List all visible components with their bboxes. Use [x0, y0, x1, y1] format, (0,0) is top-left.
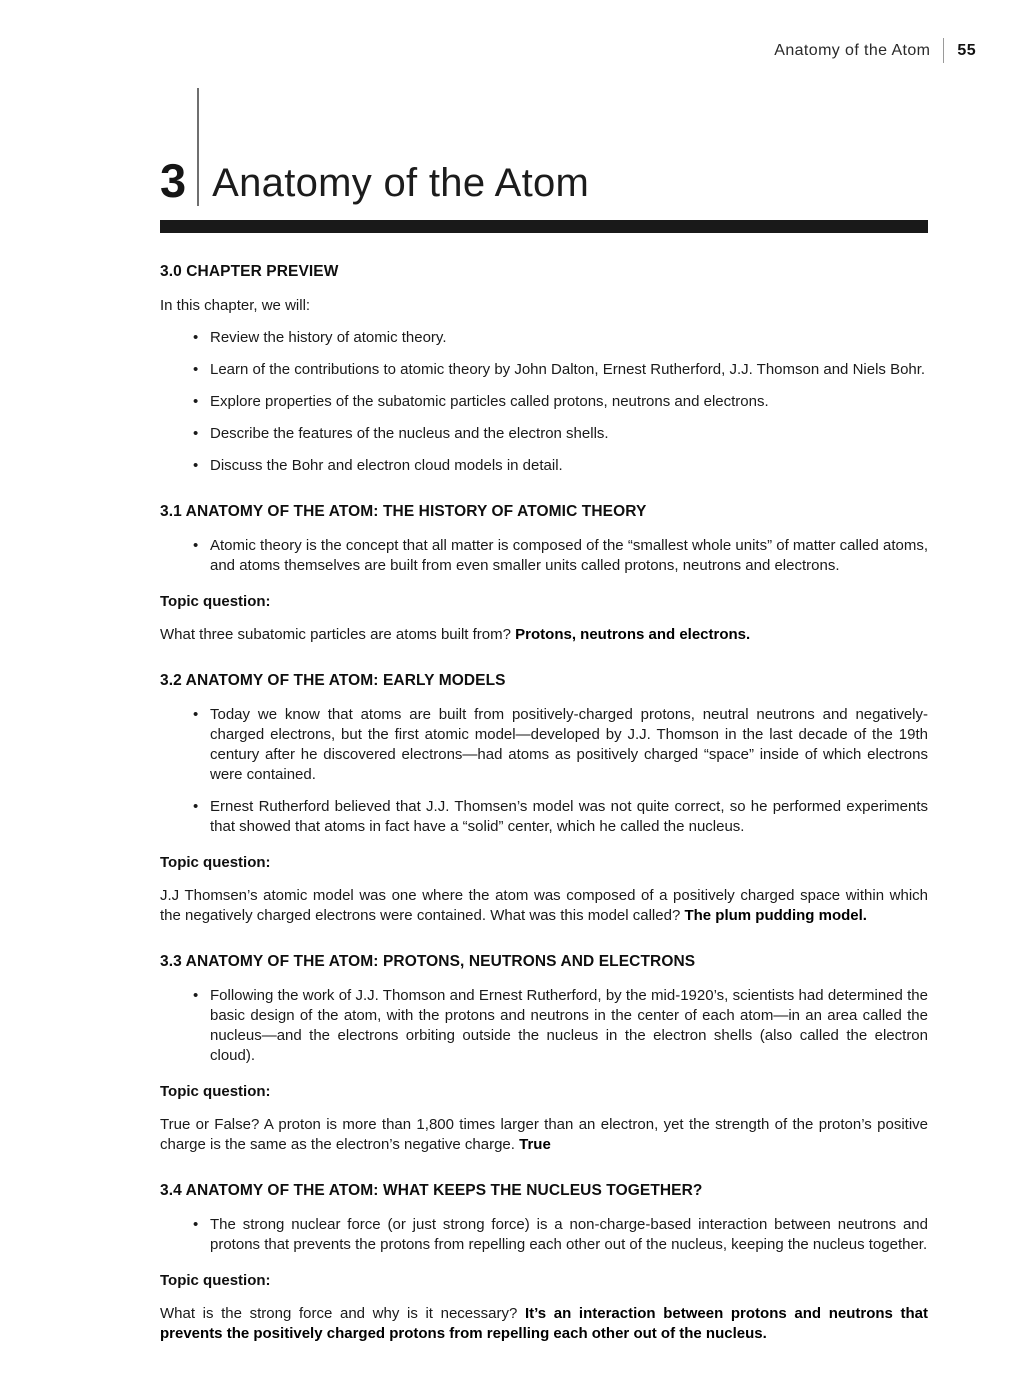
bullet-list: [160, 536, 928, 576]
answer-text: The plum pudding model.: [684, 907, 867, 924]
section-heading: 3.2 ANATOMY OF THE ATOM: EARLY MODELS: [160, 672, 506, 689]
section-intro: In this chapter, we will:: [160, 297, 311, 314]
section: [160, 263, 928, 476]
answer-text: True: [519, 1136, 551, 1153]
bullet-list: [160, 705, 928, 837]
topic-question: [160, 1115, 928, 1155]
answer-text: Protons, neutrons and electrons.: [515, 626, 751, 643]
question-text: What is the strong force and why is it necessary?: [160, 1305, 518, 1322]
bullet-item: • Today we know that atoms are built from positively-charged protons, neutral neutrons and negatively-charged electrons, but the first atomic model—developed by J.J. Thomson in the last decade of the 19th century after he discovered electrons—had atoms as positively charged “space” inside of which electrons were contained.: [160, 705, 928, 785]
bullet-item: • Atomic theory is the concept that all matter is composed of the “smallest whole units” of matter called atoms, and atoms themselves are built from even smaller units called protons, neutrons and electrons.: [160, 536, 928, 576]
page-number: 55: [957, 41, 976, 59]
bullet-list: [160, 328, 928, 476]
topic-question-label: Topic question:: [160, 593, 271, 610]
chapter-number: 3: [160, 154, 187, 207]
section-heading: 3.4 ANATOMY OF THE ATOM: WHAT KEEPS THE NUCLEUS TOGETHER?: [160, 1182, 703, 1199]
header-separator: [943, 38, 944, 63]
running-title: Anatomy of the Atom: [774, 41, 931, 59]
bullet-item: • The strong nuclear force (or just strong force) is a non-charge-based interaction between neutrons and protons that prevents the protons from repelling each other out of the nucleus, keeping the nucleus together.: [160, 1215, 928, 1255]
topic-question: [160, 1304, 928, 1344]
question-text: What three subatomic particles are atoms built from?: [160, 626, 511, 643]
bullet-item: • Ernest Rutherford believed that J.J. Thomsen’s model was not quite correct, so he performed experiments that showed that atoms in fact have a “solid” center, which he called the nucleus.: [160, 797, 928, 837]
section: [160, 1182, 928, 1344]
bullet-item: • Explore properties of the subatomic particles called protons, neutrons and electrons.: [160, 392, 928, 412]
answer-text: It’s an interaction between protons and neutrons that prevents the positively charged protons from repelling each other out of the nucleus.: [160, 1305, 929, 1342]
sections-container: [160, 263, 928, 1344]
question-text: True or False? A proton is more than 1,800 times larger than an electron, yet the strength of the proton’s positive charge is the same as the electron’s negative charge.: [160, 1116, 928, 1153]
topic-question: [160, 886, 928, 926]
section-heading: 3.1 ANATOMY OF THE ATOM: THE HISTORY OF ATOMIC THEORY: [160, 503, 647, 520]
bullet-item: • Describe the features of the nucleus and the electron shells.: [160, 424, 928, 444]
bullet-item: • Learn of the contributions to atomic theory by John Dalton, Ernest Rutherford, J.J. Thomson and Niels Bohr.: [160, 360, 928, 380]
title-rule: [160, 220, 928, 233]
section-heading: 3.0 CHAPTER PREVIEW: [160, 263, 339, 280]
topic-question-label: Topic question:: [160, 854, 271, 871]
topic-question-label: Topic question:: [160, 1272, 271, 1289]
question-text: J.J Thomsen’s atomic model was one where the atom was composed of a positively charged space within which the negatively charged electrons were contained. What was this model called?: [160, 887, 928, 924]
page-content: [160, 0, 931, 1358]
topic-question: [160, 625, 928, 645]
bullet-list: [160, 1215, 928, 1255]
bullet-item: • Review the history of atomic theory.: [160, 328, 928, 348]
section: [160, 503, 928, 645]
bullet-item: • Discuss the Bohr and electron cloud models in detail.: [160, 456, 928, 476]
chapter-heading: [160, 88, 928, 206]
section: [160, 672, 928, 926]
bullet-list: [160, 986, 928, 1066]
chapter-title: Anatomy of the Atom: [212, 161, 590, 205]
topic-question-label: Topic question:: [160, 1083, 271, 1100]
section: [160, 953, 928, 1155]
bullet-item: • Following the work of J.J. Thomson and Ernest Rutherford, by the mid-1920’s, scientists had determined the basic design of the atom, with the protons and neutrons in the center of each atom—in an area called the nucleus—and the electrons orbiting outside the nucleus in the electron shells (also called the electron cloud).: [160, 986, 928, 1066]
section-heading: 3.3 ANATOMY OF THE ATOM: PROTONS, NEUTRONS AND ELECTRONS: [160, 953, 696, 970]
